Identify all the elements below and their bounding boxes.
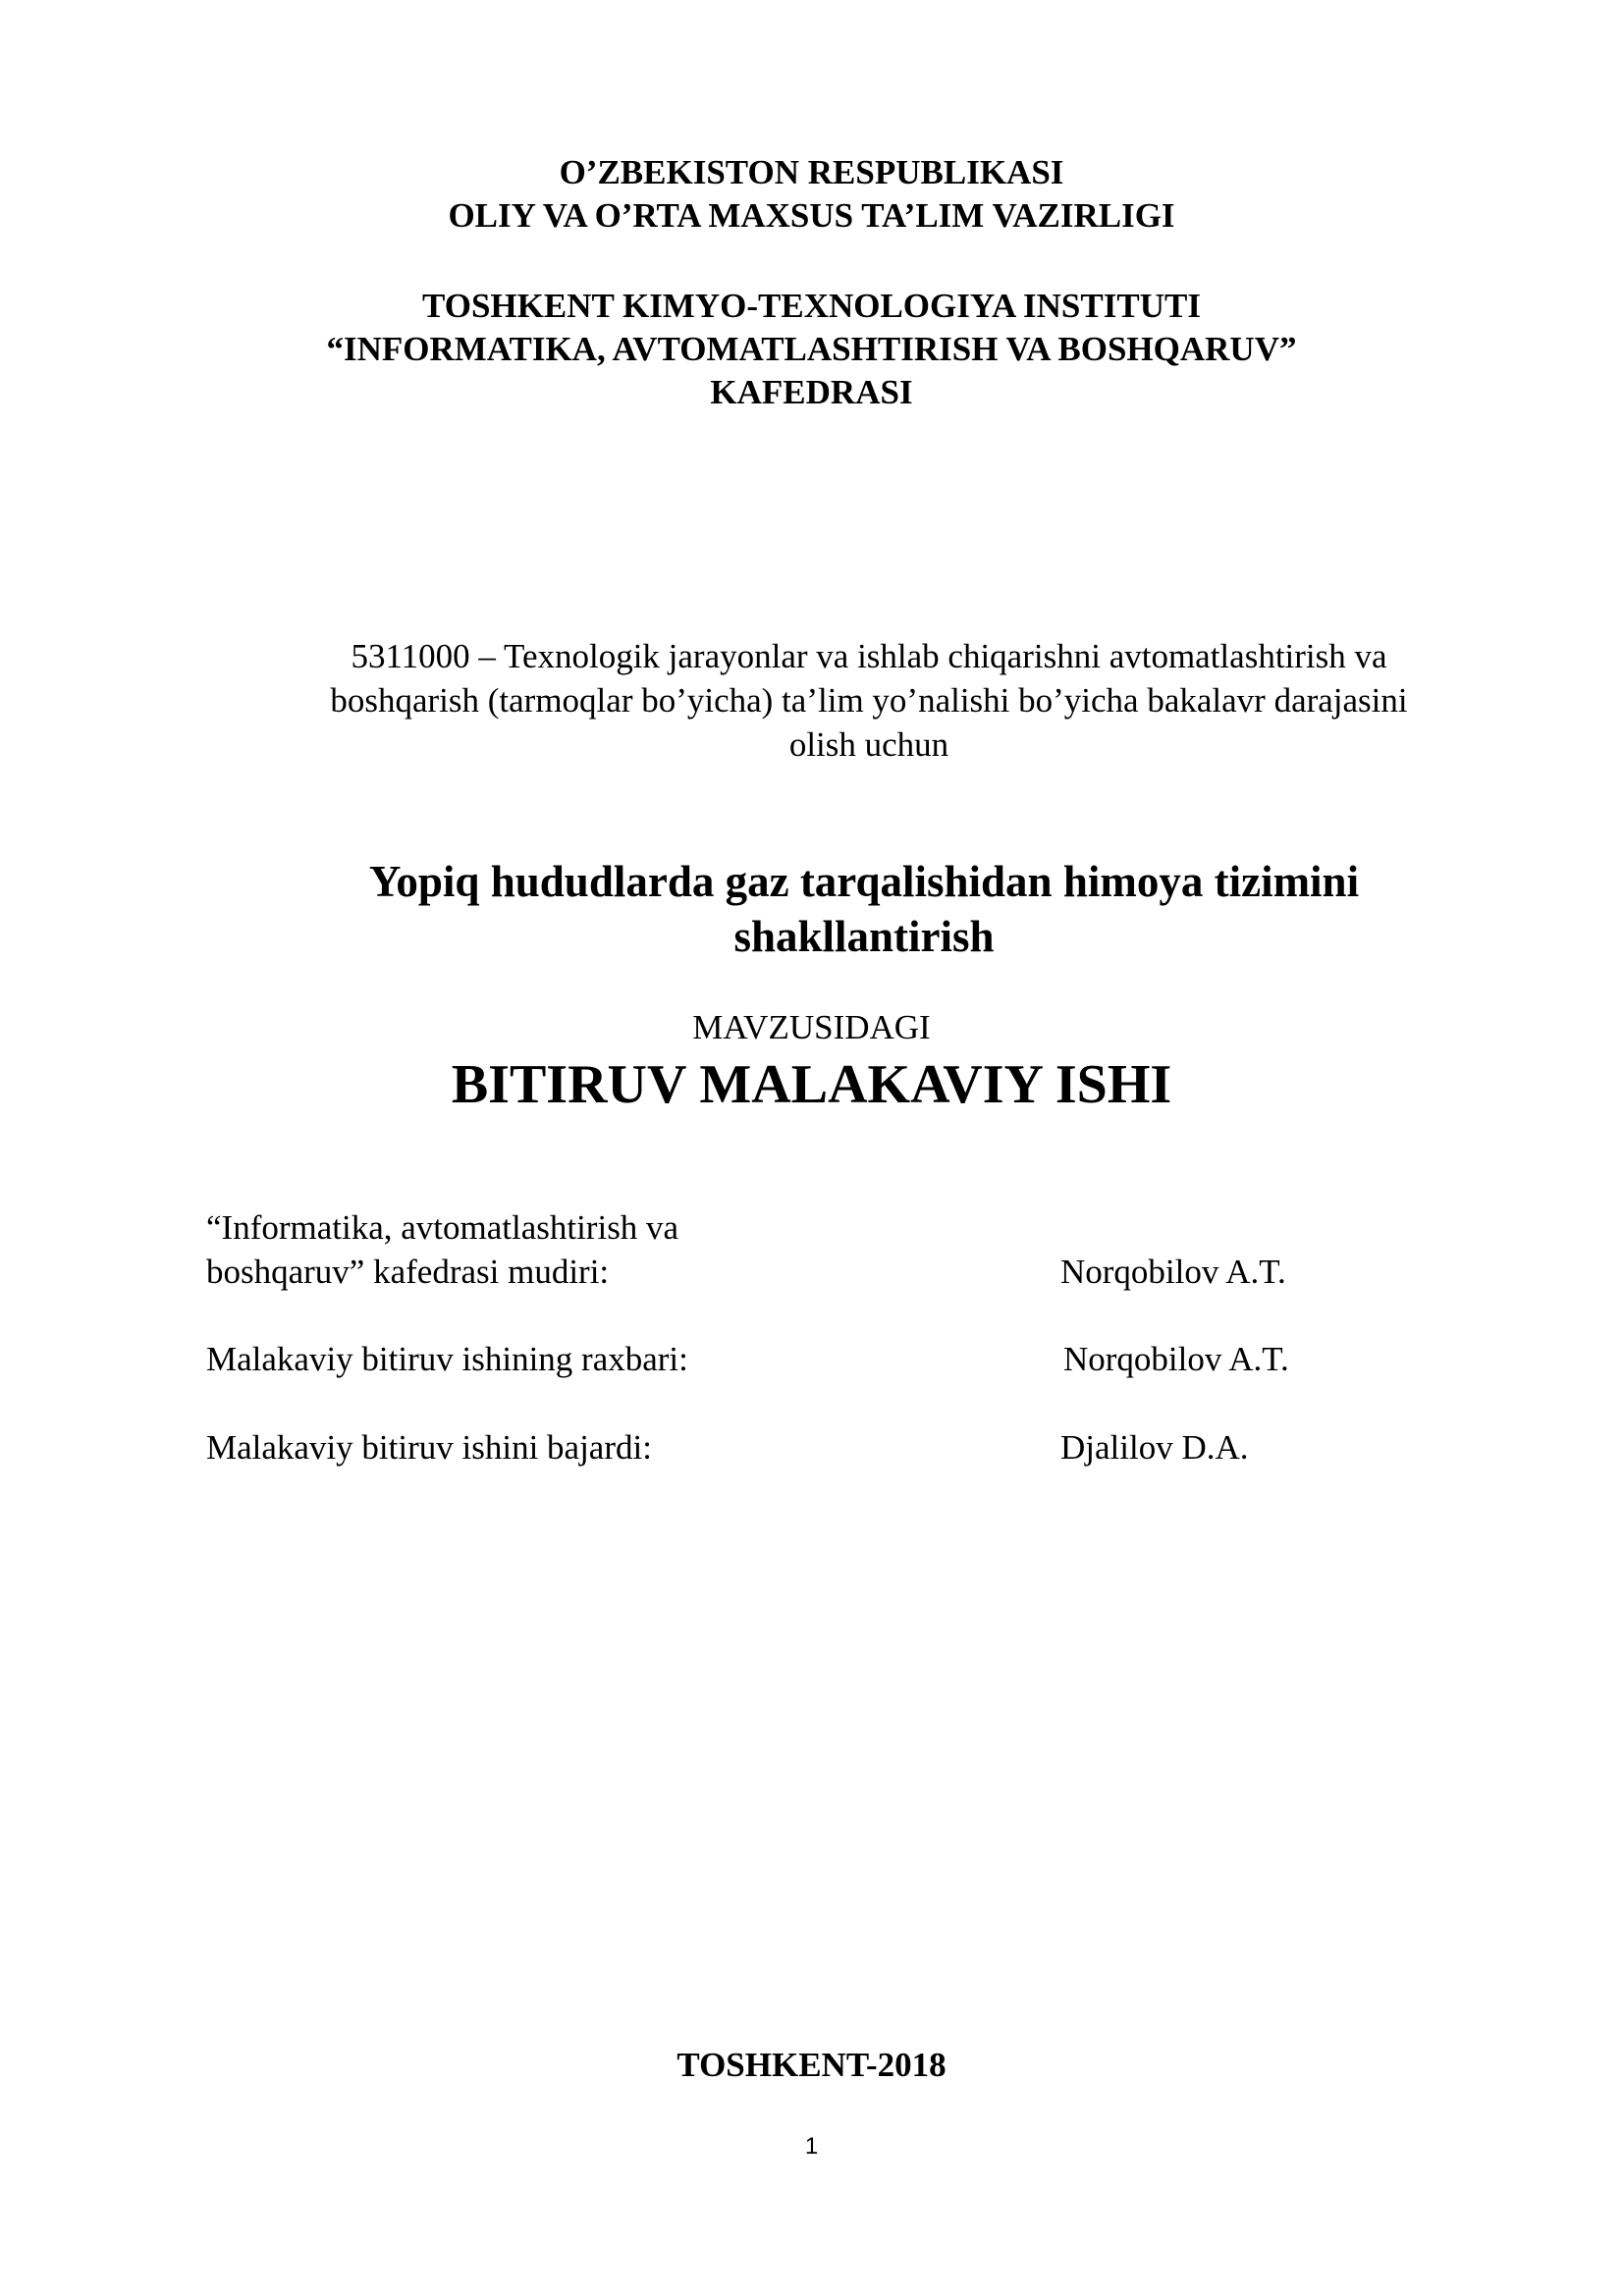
ministry-header bbox=[0, 151, 1623, 238]
institute-name: TOSHKENT KIMYO-TEXNOLOGIYA INSTITUTI bbox=[422, 287, 1201, 325]
topic-subtitle: MAVZUSIDAGI bbox=[692, 1008, 931, 1046]
signature-label-line-1: “Informatika, avtomatlashtirish va bbox=[206, 1208, 679, 1247]
topic-line-1: Yopiq hududlarda gaz tarqalishidan himoya tizimini bbox=[368, 857, 1360, 906]
signature-row-author bbox=[206, 1425, 1434, 1469]
signature-name: Norqobilov A.T. bbox=[1060, 1253, 1286, 1291]
signature-label bbox=[206, 1425, 652, 1469]
page-number: 1 bbox=[804, 2133, 819, 2160]
signature-row-head bbox=[206, 1205, 1434, 1294]
specialty-line-3: olish uchun bbox=[788, 725, 949, 764]
signature-label-line-1: Malakaviy bitiruv ishining raxbari: bbox=[206, 1340, 688, 1378]
department-name: “INFORMATIKA, AVTOMATLASHTIRISH VA BOSHQARUV” bbox=[326, 330, 1297, 368]
department-word: KAFEDRASI bbox=[710, 373, 913, 411]
signature-label-line-2: boshqaruv” kafedrasi mudiri: bbox=[206, 1253, 610, 1291]
specialty-line-1: 5311000 – Texnologik jarayonlar va ishlab chiqarishni avtomatlashtirish va bbox=[351, 637, 1387, 675]
city-year: TOSHKENT-2018 bbox=[676, 2046, 947, 2084]
institute-header bbox=[0, 285, 1623, 414]
signature-row-supervisor bbox=[206, 1337, 1434, 1381]
signature-name: Djalilov D.A. bbox=[1060, 1428, 1249, 1467]
signature-label bbox=[206, 1205, 678, 1294]
header-line-ministry: OLIY VA O’RTA MAXSUS TA’LIM VAZIRLIGI bbox=[448, 196, 1175, 235]
topic-line-2: shakllantirish bbox=[733, 912, 995, 961]
signature-label-line-1: Malakaviy bitiruv ishini bajardi: bbox=[206, 1428, 652, 1467]
work-title: BITIRUV MALAKAVIY ISHI bbox=[451, 1054, 1172, 1115]
signature-name: Norqobilov A.T. bbox=[1063, 1340, 1289, 1378]
specialty-line-2: boshqarish (tarmoqlar bo’yicha) ta’lim yo’nalishi bo’yicha bakalavr darajasini bbox=[330, 681, 1408, 720]
signature-label bbox=[206, 1337, 688, 1381]
specialty-description bbox=[255, 634, 1483, 767]
thesis-topic bbox=[196, 854, 1532, 964]
header-line-country: O’ZBEKISTON RESPUBLIKASI bbox=[559, 153, 1064, 191]
